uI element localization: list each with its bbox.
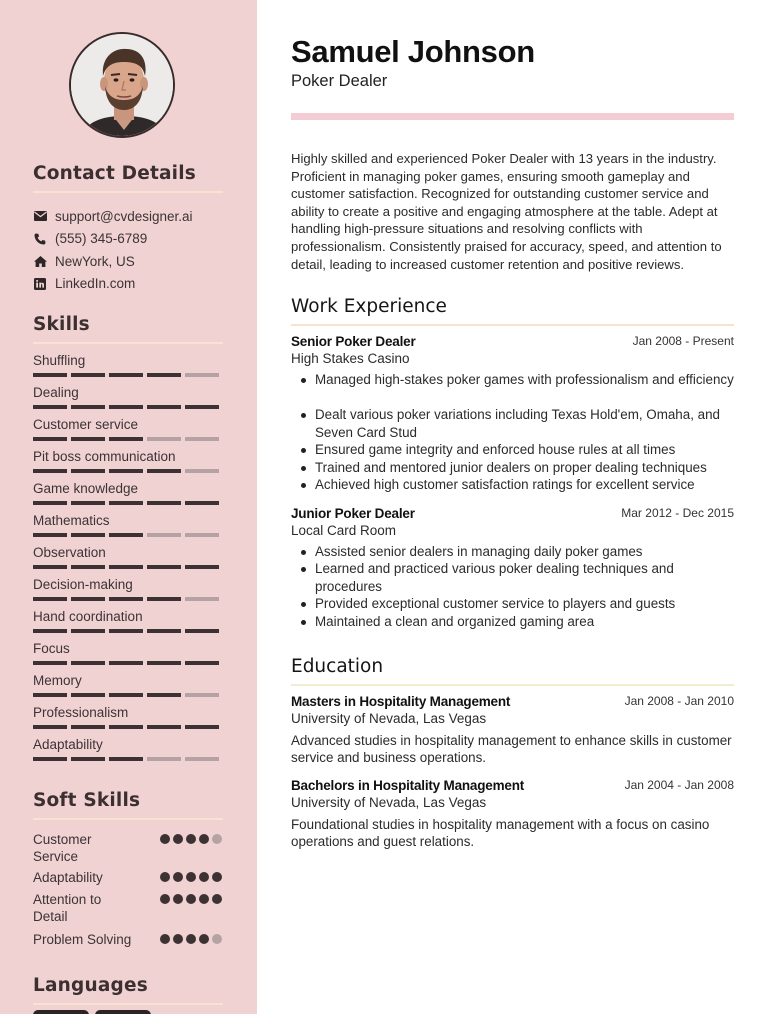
contact-location <box>33 250 223 273</box>
skill-level-segment <box>185 565 219 569</box>
skills-heading: Skills <box>33 314 223 344</box>
skill-level-segment <box>147 405 181 409</box>
skill-level-segment <box>147 757 181 761</box>
skill-level-segment <box>71 693 105 697</box>
skill-level-segment <box>185 725 219 729</box>
skill-level-segment <box>109 437 143 441</box>
soft-skill-level-dot <box>160 872 170 882</box>
soft-skill-level-dot <box>212 934 222 944</box>
soft-skill-level-dot <box>212 872 222 882</box>
skill-item <box>33 385 223 417</box>
skill-level-segment <box>147 565 181 569</box>
skill-level-segment <box>185 693 219 697</box>
skill-level-bar <box>33 629 219 633</box>
soft-skill-name: Adaptability <box>33 870 103 885</box>
degree-date: Jan 2004 - Jan 2008 <box>624 778 734 792</box>
skill-level-segment <box>109 405 143 409</box>
skill-level-segment <box>109 693 143 697</box>
phone-icon <box>33 232 47 246</box>
skill-level-segment <box>33 501 67 505</box>
contact-location-text: NewYork, US <box>55 253 135 269</box>
soft-skill-level-dot <box>212 834 222 844</box>
linkedin-icon <box>33 277 47 291</box>
skill-level-segment <box>71 597 105 601</box>
skill-level-segment <box>147 597 181 601</box>
job-entry <box>291 334 734 493</box>
skill-name: Dealing <box>33 385 79 400</box>
skill-level-segment <box>33 725 67 729</box>
contact-section <box>33 163 223 295</box>
candidate-title: Poker Dealer <box>291 72 388 90</box>
skill-name: Mathematics <box>33 513 110 528</box>
skill-name: Game knowledge <box>33 481 139 496</box>
skill-level-segment <box>147 437 181 441</box>
soft-skill-level-dots <box>160 834 222 844</box>
accent-bar <box>291 113 734 120</box>
contact-heading: Contact Details <box>33 163 223 193</box>
skill-level-segment <box>147 469 181 473</box>
skill-item <box>33 609 223 641</box>
language-level-pills <box>33 1010 151 1014</box>
soft-skill-item <box>33 831 223 865</box>
skill-level-segment <box>185 597 219 601</box>
soft-skill-level-dot <box>186 872 196 882</box>
skill-level-segment <box>147 661 181 665</box>
soft-skill-level-dot <box>186 834 196 844</box>
soft-skill-name: Attention to Detail <box>33 892 102 924</box>
sidebar <box>0 0 257 1014</box>
job-company: High Stakes Casino <box>291 351 410 366</box>
skill-name: Decision-making <box>33 577 133 592</box>
skill-name: Professionalism <box>33 705 129 720</box>
envelope-icon <box>33 209 47 223</box>
skill-level-segment <box>109 629 143 633</box>
skill-level-bar <box>33 373 219 377</box>
job-company: Local Card Room <box>291 523 397 538</box>
contact-list <box>33 205 223 295</box>
skill-level-segment <box>33 405 67 409</box>
soft-skill-level-dots <box>160 934 222 944</box>
contact-phone-text: (555) 345-6789 <box>55 231 148 247</box>
job-bullet: Learned and practiced various poker dealing techniques and procedures <box>291 560 734 595</box>
skill-item <box>33 545 223 577</box>
soft-skill-level-dot <box>199 834 209 844</box>
skill-item <box>33 577 223 609</box>
skill-level-bar <box>33 405 219 409</box>
soft-skill-name: Customer Service <box>33 832 92 864</box>
skill-level-segment <box>71 629 105 633</box>
skill-item <box>33 481 223 513</box>
skill-level-segment <box>71 565 105 569</box>
skill-level-segment <box>71 533 105 537</box>
contact-email-text: support@cvdesigner.ai <box>55 208 193 224</box>
skill-level-segment <box>71 501 105 505</box>
skill-item <box>33 417 223 449</box>
skill-level-segment <box>71 757 105 761</box>
skill-level-bar <box>33 597 219 601</box>
soft-skill-level-dot <box>173 834 183 844</box>
job-bullet: Provided exceptional customer service to players and guests <box>291 595 734 612</box>
soft-skills-heading: Soft Skills <box>33 790 223 820</box>
job-title: Junior Poker Dealer <box>291 506 415 521</box>
skill-level-segment <box>185 661 219 665</box>
skill-level-segment <box>33 693 67 697</box>
soft-skill-level-dot <box>173 872 183 882</box>
job-bullet: Maintained a clean and organized gaming area <box>291 613 734 630</box>
skill-name: Memory <box>33 673 82 688</box>
skill-level-segment <box>185 437 219 441</box>
skill-level-segment <box>185 469 219 473</box>
soft-skill-item <box>33 891 223 925</box>
skill-name: Customer service <box>33 417 139 432</box>
experience-heading: Work Experience <box>291 296 734 326</box>
job-title: Senior Poker Dealer <box>291 334 416 349</box>
soft-skill-name: Problem Solving <box>33 932 132 947</box>
degree-description: Advanced studies in hospitality management to enhance skills in customer service and business operations. <box>291 733 732 766</box>
job-bullet: Ensured game integrity and enforced house rules at all times <box>291 441 734 458</box>
skill-level-segment <box>109 565 143 569</box>
skill-level-segment <box>109 469 143 473</box>
skill-level-segment <box>147 533 181 537</box>
soft-skills-list <box>33 831 223 951</box>
skill-level-segment <box>147 373 181 377</box>
languages-heading: Languages <box>33 975 223 1005</box>
skill-level-segment <box>185 757 219 761</box>
skill-level-segment <box>109 501 143 505</box>
skill-item <box>33 705 223 737</box>
skill-level-segment <box>33 533 67 537</box>
skill-name: Shuffling <box>33 353 86 368</box>
skill-level-bar <box>33 661 219 665</box>
school-name: University of Nevada, Las Vegas <box>291 795 487 810</box>
degree-title: Bachelors in Hospitality Management <box>291 778 525 793</box>
job-bullet: Assisted senior dealers in managing daily poker games <box>291 543 734 560</box>
skill-item <box>33 513 223 545</box>
soft-skill-level-dots <box>160 872 222 882</box>
degree-description: Foundational studies in hospitality management with a focus on casino operations and guest relations. <box>291 817 710 850</box>
skill-level-segment <box>33 661 67 665</box>
soft-skill-level-dot <box>173 934 183 944</box>
skill-item <box>33 737 223 769</box>
skill-name: Adaptability <box>33 737 103 752</box>
soft-skill-level-dots <box>160 894 222 904</box>
skill-name: Pit boss communication <box>33 449 176 464</box>
contact-linkedin-text: LinkedIn.com <box>55 276 136 292</box>
soft-skill-level-dot <box>186 894 196 904</box>
skill-level-segment <box>71 437 105 441</box>
skill-level-segment <box>71 469 105 473</box>
skill-level-segment <box>109 533 143 537</box>
skill-level-segment <box>71 405 105 409</box>
education-entry <box>291 694 734 767</box>
skill-level-segment <box>147 629 181 633</box>
skill-level-segment <box>185 501 219 505</box>
job-date: Jan 2008 - Present <box>632 334 734 348</box>
skill-level-segment <box>185 405 219 409</box>
skill-name: Observation <box>33 545 106 560</box>
soft-skill-level-dot <box>160 934 170 944</box>
skill-level-bar <box>33 501 219 505</box>
skill-name: Hand coordination <box>33 609 143 624</box>
skill-level-segment <box>185 629 219 633</box>
skill-level-bar <box>33 565 219 569</box>
soft-skill-item <box>33 931 223 948</box>
skill-level-segment <box>33 629 67 633</box>
skill-level-bar <box>33 693 219 697</box>
soft-skill-level-dot <box>173 894 183 904</box>
job-bullet: Dealt various poker variations including Texas Hold'em, Omaha, and Seven Card Stud <box>291 406 734 441</box>
skills-section <box>33 314 223 769</box>
soft-skill-level-dot <box>160 834 170 844</box>
education-entry <box>291 778 734 851</box>
contact-phone[interactable] <box>33 228 223 251</box>
soft-skills-section <box>33 790 223 951</box>
home-icon <box>33 254 47 268</box>
job-bullets <box>291 371 734 493</box>
skill-level-segment <box>33 565 67 569</box>
contact-email[interactable] <box>33 205 223 228</box>
skill-level-segment <box>147 725 181 729</box>
skill-level-segment <box>109 373 143 377</box>
degree-date: Jan 2008 - Jan 2010 <box>624 694 734 708</box>
skill-level-segment <box>33 437 67 441</box>
contact-linkedin[interactable] <box>33 273 223 296</box>
soft-skill-level-dot <box>160 894 170 904</box>
skill-level-segment <box>109 757 143 761</box>
languages-section <box>33 975 223 1005</box>
soft-skill-level-dot <box>199 894 209 904</box>
school-name: University of Nevada, Las Vegas <box>291 711 487 726</box>
job-bullet: Trained and mentored junior dealers on proper dealing techniques <box>291 459 734 476</box>
soft-skill-level-dot <box>199 872 209 882</box>
skill-item <box>33 449 223 481</box>
skill-level-segment <box>109 725 143 729</box>
skill-item <box>33 353 223 385</box>
education-heading: Education <box>291 656 734 686</box>
skill-item <box>33 641 223 673</box>
soft-skill-level-dot <box>199 934 209 944</box>
skill-level-segment <box>71 725 105 729</box>
skills-list <box>33 353 223 769</box>
soft-skill-level-dot <box>186 934 196 944</box>
skill-item <box>33 673 223 705</box>
skill-level-segment <box>33 597 67 601</box>
job-date: Mar 2012 - Dec 2015 <box>621 506 734 520</box>
candidate-name: Samuel Johnson <box>291 34 535 69</box>
job-entry <box>291 506 734 630</box>
skill-level-bar <box>33 757 219 761</box>
skill-level-bar <box>33 725 219 729</box>
soft-skill-level-dot <box>212 894 222 904</box>
profile-summary: Highly skilled and experienced Poker Dealer with 13 years in the industry. Proficient in managing poker games, ensuring smooth gameplay and customer satisfaction. Recognized for outstanding customer service and ability to create a positive and engaging atmosphere at the table. Adept at handling high-pressure situations and resolving conflicts with professionalism. Consistently praised for accuracy, speed, and attention to detail, leading to increased customer retention and positive reviews. <box>291 151 722 272</box>
skill-level-segment <box>33 757 67 761</box>
degree-title: Masters in Hospitality Management <box>291 694 511 709</box>
avatar <box>69 32 175 138</box>
profile-photo-illustration <box>71 34 175 138</box>
skill-level-segment <box>71 661 105 665</box>
skill-level-segment <box>185 533 219 537</box>
skill-level-segment <box>33 373 67 377</box>
skill-level-segment <box>33 469 67 473</box>
skill-level-segment <box>147 501 181 505</box>
skill-name: Focus <box>33 641 70 656</box>
skill-level-bar <box>33 533 219 537</box>
job-bullet: Managed high-stakes poker games with professionalism and efficiency <box>291 371 734 388</box>
soft-skill-item <box>33 869 223 886</box>
job-bullet: Achieved high customer satisfaction ratings for excellent service <box>291 476 734 493</box>
job-bullets <box>291 543 734 630</box>
skill-level-segment <box>109 597 143 601</box>
skill-level-segment <box>147 693 181 697</box>
skill-level-bar <box>33 469 219 473</box>
skill-level-bar <box>33 437 219 441</box>
skill-level-segment <box>71 373 105 377</box>
skill-level-segment <box>185 373 219 377</box>
skill-level-segment <box>109 661 143 665</box>
